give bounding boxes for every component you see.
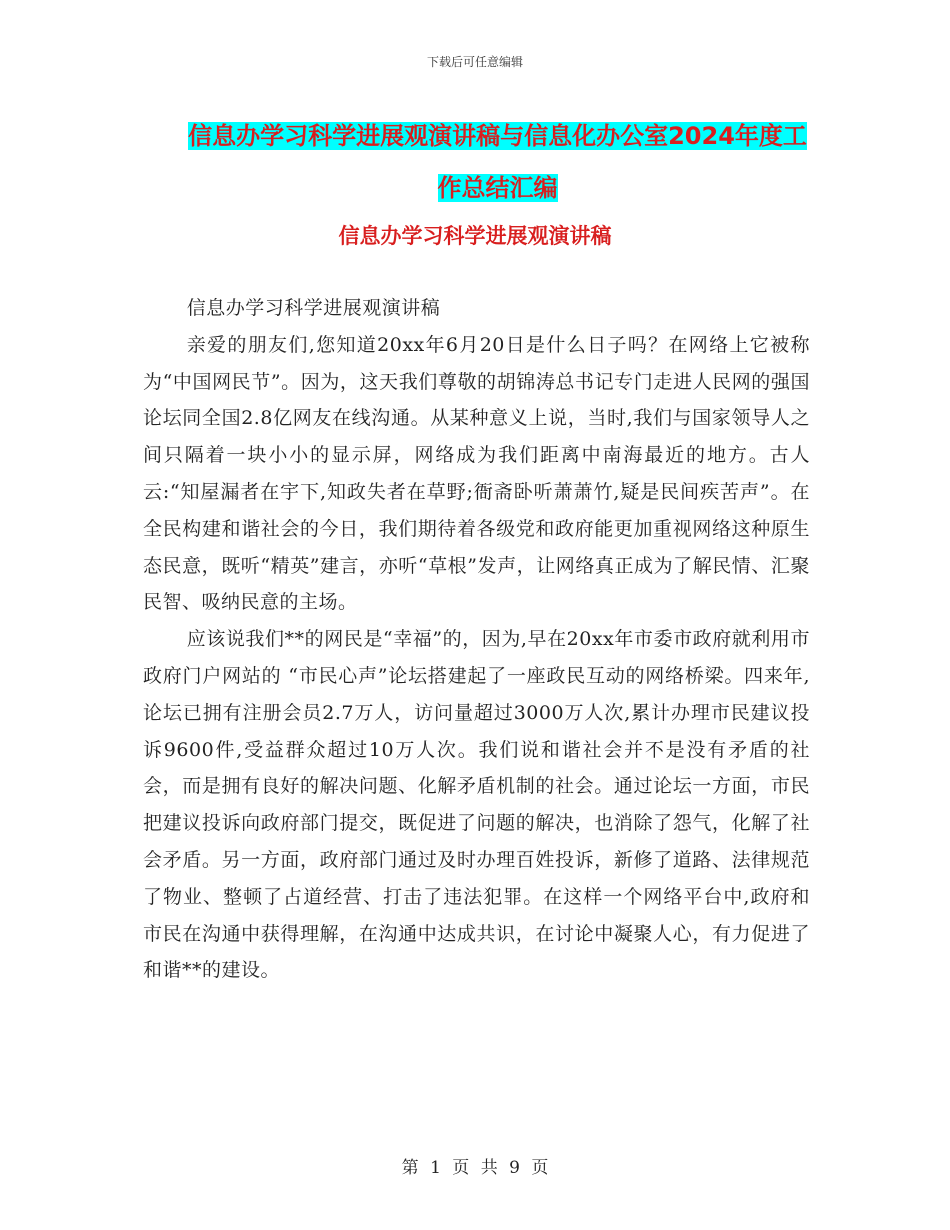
section-title: 信息办学习科学进展观演讲稿 (338, 224, 612, 248)
document-title (185, 110, 810, 214)
paragraph-intro: 亲爱的朋友们,您知道20xx年6月20日是什么日子吗？在网络上它被称为“中国网民节”。因为，这天我们尊敬的胡锦涛总书记专门走进人民网的强国论坛同全国2.8亿网友在线沟通。从某种意义上说，当时,我们与国家领导人之间只隔着一块小小的显示屏，网络成为我们距离中南海最近的地方。古人云:“知屋漏者在宇下,知政失者在草野;衙斋卧听萧萧竹,疑是民间疾苦声”。在全民构建和谐社会的今日，我们期待着各级党和政府能更加重视网络这种原生态民意，既听“精英”建言，亦听“草根”发声，让网络真正成为了解民情、汇聚民智、吸纳民意的主场。 (143, 333, 810, 614)
document-title-text: 信息办学习科学进展观演讲稿与信息化办公室2024年度工作总结汇编 (188, 122, 807, 202)
page-header-note: 下载后可任意编辑 (426, 55, 523, 69)
paragraph-forum: 应该说我们**的网民是“幸福”的，因为,早在20xx年市委市政府就利用市政府门户网站的 “市民心声”论坛搭建起了一座政民互动的网络桥梁。四来年,论坛已拥有注册会员2.7万人，访问量超过3000万人次,累计办理市民建议投诉9600件,受益群众超过10万人次。我们说和谐社会并不是没有矛盾的社会，而是拥有良好的解决问题、化解矛盾机制的社会。通过论坛一方面，市民把建议投诉向政府部门提交，既促进了问题的解决，也消除了怨气，化解了社会矛盾。另一方面，政府部门通过及时办理百姓投诉，新修了道路、法律规范了物业、整顿了占道经营、打击了违法犯罪。在这样一个网络平台中,政府和市民在沟通中获得理解，在沟通中达成共识，在讨论中凝聚人心，有力促进了和谐**的建设。 (143, 628, 810, 982)
paragraph-subtitle: 信息办学习科学进展观演讲稿 (186, 297, 441, 319)
body-text (143, 290, 810, 989)
page-footer: 第 1 页 共 9 页 (401, 1158, 549, 1178)
